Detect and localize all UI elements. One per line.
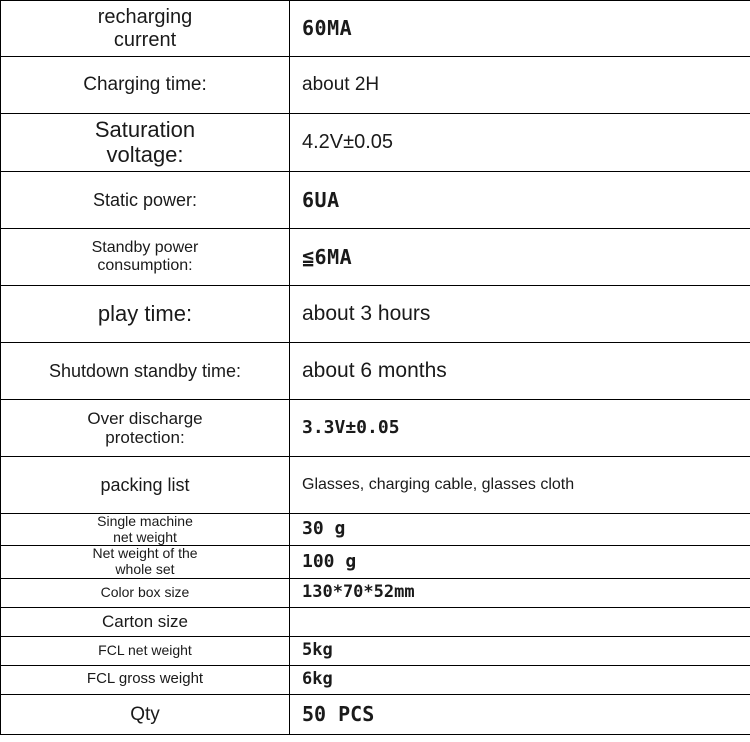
row-label-line: Net weight of the (92, 545, 198, 562)
row-label: Color box size (100, 583, 190, 600)
row-label: Qty (130, 703, 160, 725)
row-value (290, 621, 750, 622)
table-row (1, 578, 750, 607)
row-value: 6kg (302, 668, 333, 689)
table-row (1, 546, 750, 578)
row-value-cell (290, 1, 750, 57)
row-label-cell (1, 400, 290, 457)
row-value-cell (290, 457, 750, 514)
row-label-cell (1, 286, 290, 343)
row-value-cell (290, 286, 750, 343)
row-label-line: voltage: (106, 141, 184, 167)
table-row (1, 172, 750, 229)
table-row (1, 229, 750, 286)
row-label: Carton size (102, 612, 188, 632)
row-label-cell (1, 57, 290, 114)
row-label-line: Single machine (97, 513, 193, 529)
row-label-cell (1, 514, 290, 546)
row-label-cell (1, 457, 290, 514)
row-value: about 2H (302, 74, 380, 96)
row-label-line: Saturation (94, 116, 196, 142)
row-label: Charging time: (83, 74, 207, 96)
row-label-cell (1, 1, 290, 57)
row-label-cell (1, 546, 290, 578)
table-row (1, 694, 750, 734)
row-value: 6UA (302, 187, 340, 212)
table-row (1, 636, 750, 665)
row-value: Glasses, charging cable, glasses cloth (302, 475, 575, 493)
row-label-cell (1, 636, 290, 665)
row-label-line: current (113, 28, 177, 51)
table-row (1, 514, 750, 546)
row-label-line: whole set (115, 561, 175, 578)
row-value-cell (290, 114, 750, 172)
row-label-cell (1, 578, 290, 607)
row-label: Static power: (92, 189, 198, 210)
row-label (1, 6, 289, 51)
row-label-cell (1, 665, 290, 694)
row-label-cell (1, 343, 290, 400)
table-row (1, 1, 750, 57)
row-value-cell (290, 636, 750, 665)
row-label-line: recharging (97, 6, 193, 29)
row-value-cell (290, 607, 750, 636)
table-body (1, 1, 750, 735)
row-value-cell (290, 546, 750, 578)
table-row (1, 457, 750, 514)
row-label: FCL net weight (98, 641, 192, 658)
row-label: Shutdown standby time: (48, 360, 242, 381)
table-row (1, 286, 750, 343)
row-label-line: protection: (105, 428, 185, 447)
row-label-cell (1, 172, 290, 229)
row-label-cell (1, 114, 290, 172)
row-value: 130*70*52mm (302, 581, 415, 602)
row-value: 60MA (302, 16, 353, 40)
row-label-line: net weight (113, 528, 177, 545)
row-label: FCL gross weight (86, 670, 204, 688)
row-label: packing list (100, 474, 190, 495)
row-value-cell (290, 514, 750, 546)
row-label-cell (1, 694, 290, 734)
row-value: 3.3V±0.05 (302, 416, 400, 438)
row-label (1, 409, 289, 447)
row-label (1, 546, 289, 577)
row-label-line: consumption: (97, 257, 193, 274)
table-row (1, 114, 750, 172)
row-value-cell (290, 57, 750, 114)
row-label (1, 514, 289, 545)
row-value-cell (290, 229, 750, 286)
row-label: play time: (97, 300, 193, 326)
table-row (1, 400, 750, 457)
row-value-cell (290, 578, 750, 607)
row-label-cell (1, 229, 290, 286)
row-value-cell (290, 665, 750, 694)
row-label (1, 239, 289, 275)
table-row (1, 343, 750, 400)
row-value-cell (290, 172, 750, 229)
table-row (1, 665, 750, 694)
row-value: 4.2V±0.05 (302, 131, 394, 153)
row-label-cell (1, 607, 290, 636)
row-label (1, 118, 289, 167)
row-value: ≦6MA (302, 244, 353, 269)
row-value: about 3 hours (302, 301, 431, 325)
row-value: 50 PCS (302, 701, 375, 726)
table-row (1, 57, 750, 114)
row-value: 5kg (302, 639, 333, 660)
row-value: about 6 months (302, 358, 447, 382)
row-value-cell (290, 400, 750, 457)
row-label-line: Over discharge (87, 408, 203, 428)
table-row (1, 607, 750, 636)
row-value: 30 g (302, 518, 346, 540)
row-value-cell (290, 694, 750, 734)
row-value: 100 g (302, 550, 357, 572)
row-label-line: Standby power (91, 239, 199, 257)
row-value-cell (290, 343, 750, 400)
